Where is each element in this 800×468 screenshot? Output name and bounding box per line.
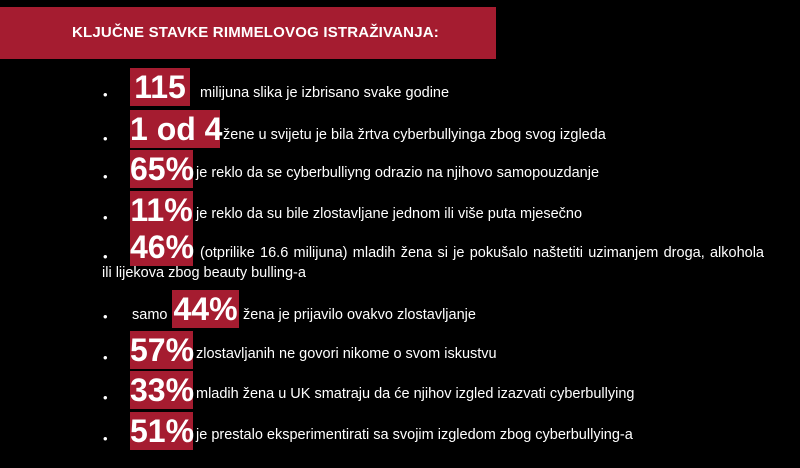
list-item: [0, 410, 800, 454]
statistic-highlight: 115: [130, 68, 190, 106]
statistic-highlight: 65%: [130, 151, 195, 187]
statistic-prefix: samo: [132, 307, 168, 323]
bullet-icon: •: [103, 309, 108, 324]
statistic-description: je reklo da su bile zlostavljane jednom ili više puta mjesečno: [196, 206, 583, 222]
statistic-description: je prestalo eksperimentirati sa svojim izgledom zbog cyberbullying-a: [196, 427, 633, 443]
bullet-icon: •: [103, 390, 108, 405]
list-item: [0, 108, 800, 152]
statistic-highlight: 33%: [130, 372, 195, 408]
header-title: KLJUČNE STAVKE RIMMELOVOG ISTRAŽIVANJA:: [72, 24, 439, 41]
bullet-icon: •: [103, 131, 108, 146]
statistic-highlight: 51%: [130, 413, 195, 449]
statistic-description: žena je prijavilo ovakvo zlostavljanje: [243, 307, 476, 323]
list-item: [0, 148, 800, 192]
statistic-description: žene u svijetu je bila žrtva cyberbullyinga zbog svog izgleda: [223, 127, 606, 143]
statistic-highlight: 57%: [130, 332, 195, 368]
statistic-description: zlostavljanih ne govori nikome o svom iskustvu: [196, 346, 497, 362]
bullet-icon: •: [103, 169, 108, 184]
bullet-icon: •: [103, 431, 108, 446]
bullet-icon: •: [103, 87, 108, 102]
bullet-icon: •: [103, 350, 108, 365]
statistic-description: (otprilike 16.6 milijuna) mladih žena si je pokušalo naštetiti uzimanjem droga, alkohola ili lijekova zbog beauty bulling-a: [102, 245, 764, 281]
list-item: [0, 288, 800, 332]
statistic-description: milijuna slika je izbrisano svake godine: [200, 85, 450, 101]
bullet-icon: •: [103, 210, 108, 225]
header-banner: [0, 7, 496, 59]
statistic-description: je reklo da se cyberbulliyng odrazio na njihovo samopouzdanje: [196, 165, 600, 181]
bullet-icon: •: [103, 249, 108, 264]
list-item: [0, 329, 800, 373]
statistic-description: mladih žena u UK smatraju da će njihov izgled izazvati cyberbullying: [196, 386, 635, 402]
statistic-highlight: 44%: [173, 291, 238, 327]
list-item: [0, 66, 800, 110]
list-item: [0, 189, 800, 233]
statistic-highlight: 11%: [130, 192, 193, 228]
statistic-highlight: 46%: [130, 229, 195, 265]
list-item: [0, 369, 800, 413]
list-item: [0, 228, 800, 288]
statistic-highlight: 1 od 4: [130, 111, 223, 147]
